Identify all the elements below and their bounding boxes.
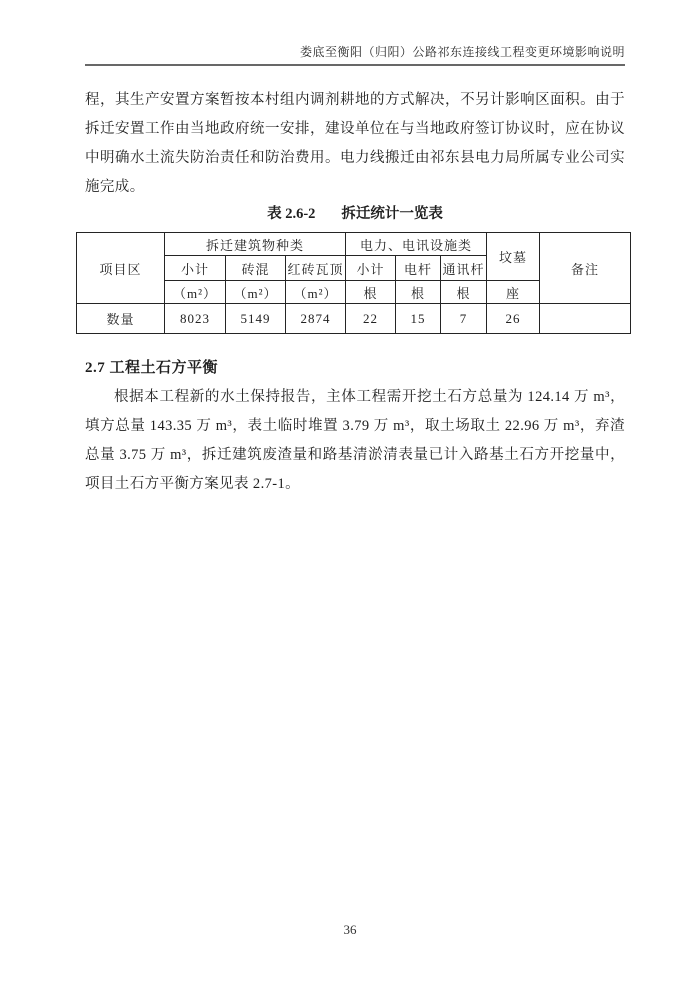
- cell-unit: （m²）: [165, 281, 226, 304]
- cell-unit: 根: [396, 281, 441, 304]
- cell-value: 8023: [165, 304, 226, 334]
- page-number: 36: [343, 922, 357, 937]
- cell-value: 22: [346, 304, 396, 334]
- cell-value: 2874: [286, 304, 346, 334]
- cell-sub-power-pole: 电杆: [396, 256, 441, 281]
- cell-value: 5149: [226, 304, 286, 334]
- cell-sub-power-subtotal: 小计: [346, 256, 396, 281]
- cell-unit: （m²）: [286, 281, 346, 304]
- section-heading-2-7: 2.7 工程土石方平衡: [85, 360, 219, 376]
- cell-value: [540, 304, 631, 334]
- cell-unit: 根: [346, 281, 396, 304]
- table-caption-label: 表 2.6-2: [267, 206, 316, 222]
- page-footer: [0, 922, 700, 938]
- cell-row-label: 数量: [77, 304, 165, 334]
- cell-value: 26: [487, 304, 540, 334]
- cell-buildings-group: 拆迁建筑物种类: [165, 233, 346, 256]
- cell-value: 7: [441, 304, 487, 334]
- cell-project-area: 项目区: [77, 233, 165, 304]
- cell-sub-telecom-pole: 通讯杆: [441, 256, 487, 281]
- cell-power-group: 电力、电讯设施类: [346, 233, 487, 256]
- page-header: [85, 44, 625, 66]
- cell-sub-brick-concrete: 砖混: [226, 256, 286, 281]
- paragraph-earthwork: 根据本工程新的水土保持报告，主体工程需开挖土石方总量为 124.14 万 m³，填方总量 143.35 万 m³，表土临时堆置 3.79 万 m³，取土场取土 22.96 万 m³，弃渣总量 3.75 万 m³，拆迁建筑废渣量和路基清淤清表量已计入路基土石方开挖量中，项目土石方平衡方案见表 2.7-1。: [85, 389, 625, 492]
- cell-unit: 根: [441, 281, 487, 304]
- demolition-statistics-table: [76, 232, 631, 334]
- cell-unit: 座: [487, 281, 540, 304]
- cell-value: 15: [396, 304, 441, 334]
- running-title: 娄底至衡阳（归阳）公路祁东连接线工程变更环境影响说明: [299, 45, 625, 59]
- cell-unit: （m²）: [226, 281, 286, 304]
- cell-sub-buildings-subtotal: 小计: [165, 256, 226, 281]
- paragraph-resettlement: 程，其生产安置方案暂按本村组内调剂耕地的方式解决，不另计影响区面积。由于拆迁安置工作由当地政府统一安排，建设单位在与当地政府签订协议时，应在协议中明确水土流失防治责任和防治费用。电力线搬迁由祁东县电力局所属专业公司实施完成。: [85, 92, 625, 195]
- cell-remarks: 备注: [540, 233, 631, 304]
- table-caption: [85, 204, 625, 224]
- table-caption-title: 拆迁统计一览表: [341, 206, 443, 222]
- cell-sub-red-brick-tile: 红砖瓦顶: [286, 256, 346, 281]
- cell-graves: 坟墓: [487, 233, 540, 281]
